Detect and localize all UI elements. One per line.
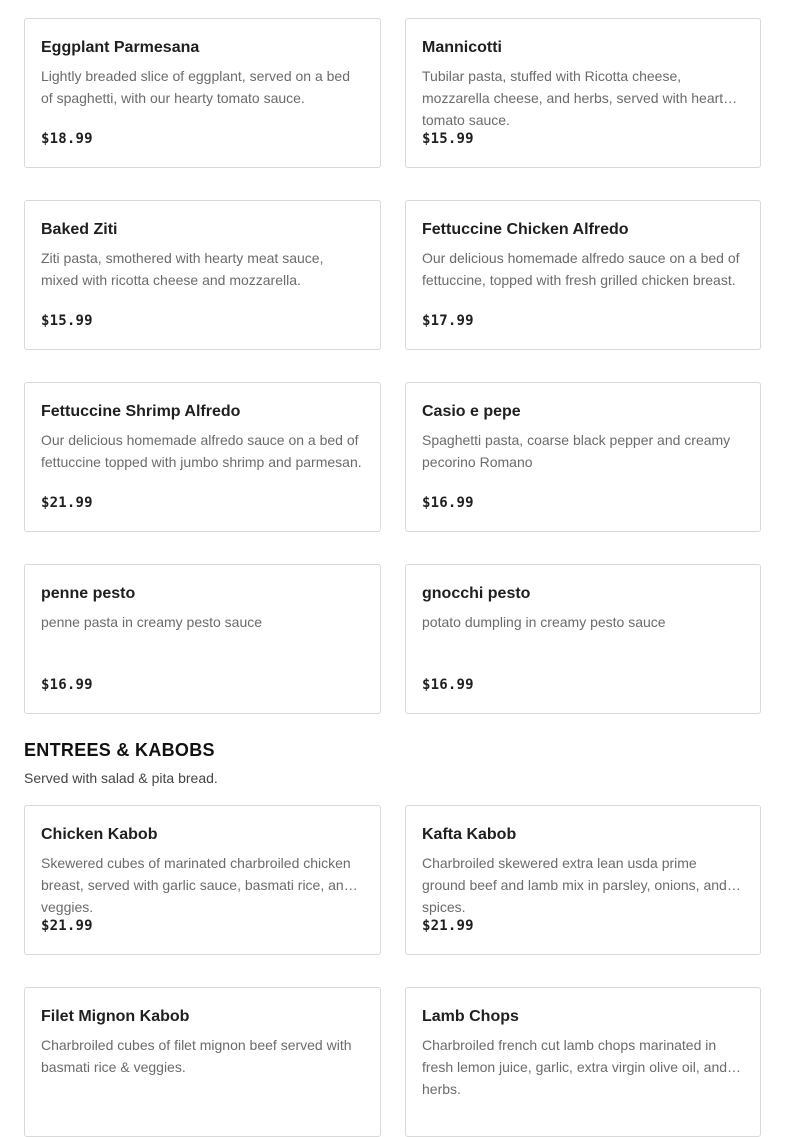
section-subtitle: Served with salad & pita bread. (24, 770, 218, 786)
menu-item-card[interactable] (24, 200, 381, 350)
menu-item-name: Eggplant Parmesana (41, 39, 200, 56)
menu-item-card[interactable] (405, 18, 761, 168)
menu-item-price: $15.99 (41, 313, 93, 329)
section-title: ENTREES & KABOBS (24, 740, 215, 760)
menu-item-description: Spaghetti pasta, coarse black pepper and creamy pecorino Romano (422, 432, 731, 470)
menu-item-description: Charbroiled cubes of filet mignon beef served with basmati rice & veggies. (41, 1037, 352, 1075)
menu-item-card[interactable] (24, 564, 381, 714)
menu-item-card[interactable] (405, 564, 761, 714)
menu-item-price: $16.99 (422, 495, 474, 511)
menu-item-name: Fettuccine Chicken Alfredo (422, 221, 629, 238)
menu-item-price: $16.99 (422, 677, 474, 693)
menu-item-price: $17.99 (422, 313, 474, 329)
menu-item-name: Mannicotti (422, 39, 502, 56)
menu-item-price: $21.99 (41, 918, 93, 934)
menu-item-name: Chicken Kabob (41, 826, 158, 843)
menu-item-price: $16.99 (41, 677, 93, 693)
menu-item-price: $21.99 (422, 918, 474, 934)
menu-item-description: Lightly breaded slice of eggplant, served on a bed of spaghetti, with our hearty tomato sauce. (41, 68, 350, 106)
menu-item-card[interactable] (24, 987, 381, 1137)
menu-item-description: Ziti pasta, smothered with hearty meat sauce, mixed with ricotta cheese and mozzarella. (41, 250, 324, 288)
menu-item-description: Our delicious homemade alfredo sauce on a bed of fettuccine topped with jumbo shrimp and parmesan. (41, 432, 362, 470)
menu-item-card[interactable] (24, 382, 381, 532)
menu-item-card[interactable] (405, 805, 761, 955)
entree-items-grid (24, 805, 761, 1137)
menu-item-description: Charbroiled french cut lamb chops marinated in fresh lemon juice, garlic, extra virgin olive oil, and herbs. (422, 1037, 728, 1097)
menu-item-name: gnocchi pesto (422, 585, 531, 602)
menu-item-name: Fettuccine Shrimp Alfredo (41, 403, 241, 420)
menu-item-name: penne pesto (41, 585, 136, 602)
menu-item-card[interactable] (24, 805, 381, 955)
menu-item-name: Lamb Chops (422, 1008, 519, 1025)
menu-item-price: $15.99 (422, 131, 474, 147)
menu-item-price: $21.99 (41, 495, 93, 511)
menu-item-card[interactable] (24, 18, 381, 168)
menu-item-name: Casio e pepe (422, 403, 521, 420)
menu-item-description: penne pasta in creamy pesto sauce (41, 614, 263, 630)
menu-item-card[interactable] (405, 200, 761, 350)
menu-item-description: Skewered cubes of marinated charbroiled chicken breast, served with garlic sauce, basmati rice, and veggies. (41, 855, 352, 915)
menu-item-card[interactable] (405, 987, 761, 1137)
menu-item-card[interactable] (405, 382, 761, 532)
menu-item-name: Filet Mignon Kabob (41, 1008, 190, 1025)
entrees-kabobs-section (24, 740, 761, 1137)
menu-item-price: $18.99 (41, 131, 93, 147)
menu-item-description: Tubilar pasta, stuffed with Ricotta cheese, mozzarella cheese, and herbs, served with hearty tomato sauce. (422, 68, 731, 128)
menu-item-description: Our delicious homemade alfredo sauce on a bed of fettuccine, topped with fresh grilled chicken breast. (422, 250, 740, 288)
menu-item-name: Baked Ziti (41, 221, 118, 238)
menu-item-description: Charbroiled skewered extra lean usda prime ground beef and lamb mix in parsley, onions, and spices. (422, 855, 727, 915)
menu-item-description: potato dumpling in creamy pesto sauce (422, 614, 666, 630)
menu-item-name: Kafta Kabob (422, 826, 517, 843)
menu-page (24, 18, 761, 1137)
pasta-items-grid (24, 18, 761, 714)
